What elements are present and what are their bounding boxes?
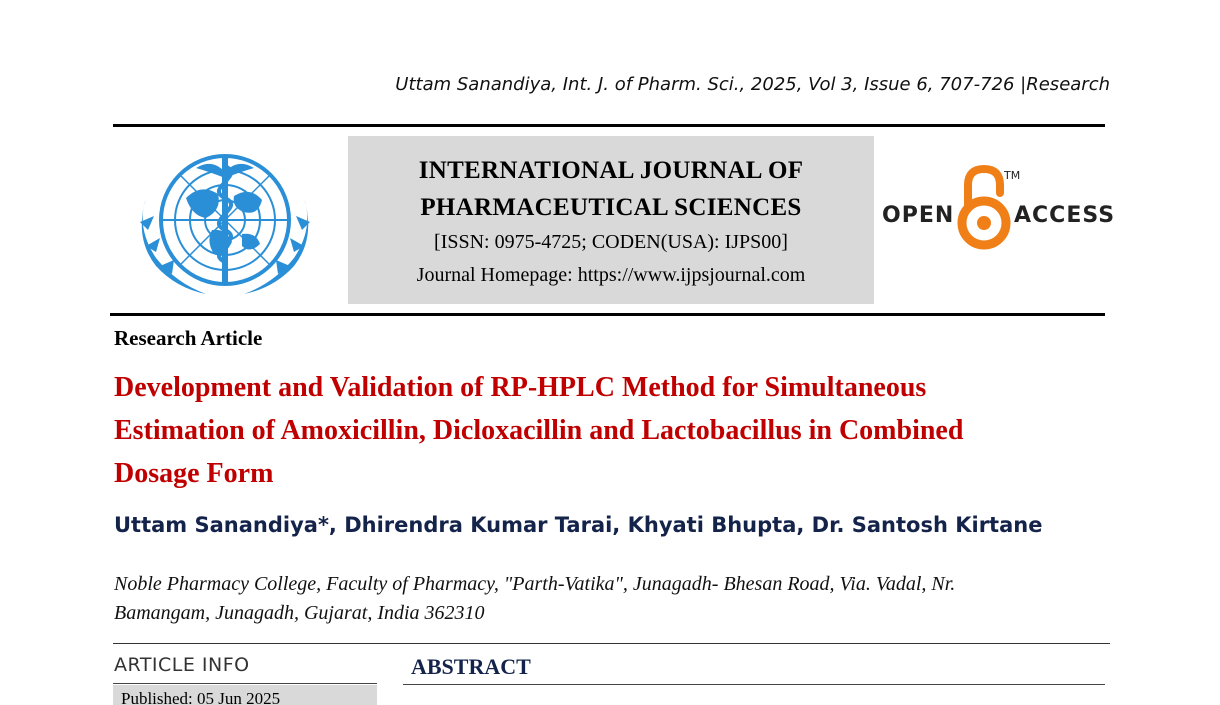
article-title-line-3: Dosage Form (114, 458, 274, 489)
article-type: Research Article (114, 326, 263, 350)
header-rule-top (113, 124, 1105, 127)
open-access-logo (880, 165, 1116, 255)
open-access-access-text: ACCESS (1014, 203, 1116, 228)
author-affiliation (114, 570, 1104, 628)
article-info-rule (113, 683, 377, 684)
abstract-rule (403, 684, 1105, 685)
open-access-open-text: OPEN (882, 203, 955, 228)
article-title-line-1: Development and Validation of RP-HPLC Method for Simultaneous (114, 372, 927, 403)
article-title (114, 366, 1114, 495)
published-date: Published: 05 Jun 2025 (121, 689, 281, 705)
section-divider (113, 643, 1110, 644)
trademark-mark: TM (1004, 169, 1021, 182)
journal-emblem-icon (126, 138, 324, 304)
affiliation-line-2: Bamangam, Junagadh, Gujarat, India 362310 (114, 602, 485, 624)
journal-issn: [ISSN: 0975-4725; CODEN(USA): IJPS00] (434, 231, 788, 253)
header-rule-bottom (110, 313, 1105, 316)
affiliation-line-1: Noble Pharmacy College, Faculty of Pharmacy, "Parth-Vatika", Junagadh- Bhesan Road, Via. Vadal, Nr. (114, 573, 956, 595)
author-list: Uttam Sanandiya*, Dhirendra Kumar Tarai, Khyati Bhupta, Dr. Santosh Kirtane (114, 513, 1043, 537)
article-info-heading: ARTICLE INFO (114, 654, 250, 676)
journal-masthead (348, 136, 874, 304)
running-head: Uttam Sanandiya, Int. J. of Pharm. Sci., 2025, Vol 3, Issue 6, 707-726 |Research (395, 74, 1110, 95)
abstract-heading: ABSTRACT (411, 654, 531, 679)
journal-title-line-2: PHARMACEUTICAL SCIENCES (420, 194, 802, 221)
published-date-box (113, 685, 377, 705)
journal-title-line-1: INTERNATIONAL JOURNAL OF (418, 157, 804, 184)
article-title-line-2: Estimation of Amoxicillin, Dicloxacillin and Lactobacillus in Combined (114, 415, 964, 446)
journal-homepage-link[interactable]: Journal Homepage: https://www.ijpsjournal.com (416, 264, 806, 286)
